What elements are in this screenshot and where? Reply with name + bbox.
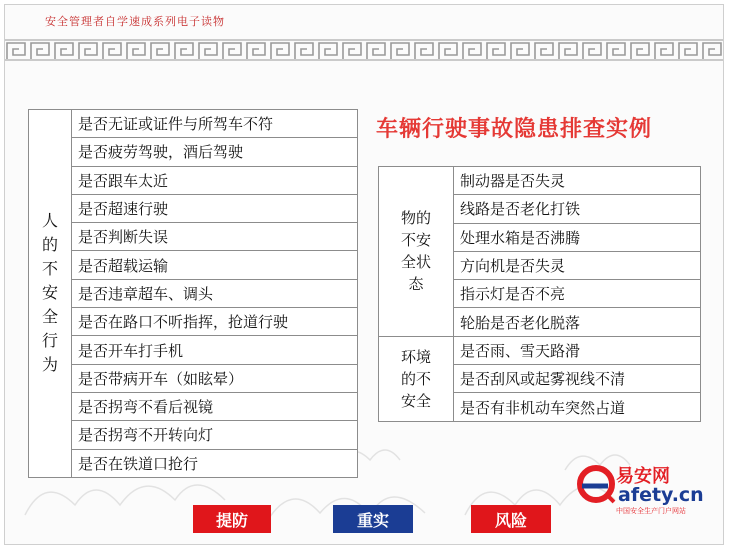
- behavior-item: 是否在铁道口抢行: [72, 449, 358, 477]
- condition-item: 指示灯是否不亮: [454, 280, 701, 308]
- behavior-category-char: 行: [41, 331, 58, 351]
- behavior-item: 是否超速行驶: [72, 194, 358, 222]
- condition-item: 轮胎是否老化脱落: [454, 308, 701, 336]
- site-logo[interactable]: [576, 462, 706, 514]
- condition-item: 是否有非机动车突然占道: [454, 393, 701, 421]
- condition-item: 处理水箱是否沸腾: [454, 223, 701, 251]
- condition-row: [379, 336, 701, 364]
- condition-category-line: 环境: [400, 347, 431, 366]
- condition-category: [379, 167, 454, 337]
- prevent-button[interactable]: 提防: [193, 505, 271, 533]
- behavior-item: 是否在路口不听指挥，抢道行驶: [72, 308, 358, 336]
- behavior-item: 是否开车打手机: [72, 336, 358, 364]
- behavior-row: [29, 166, 358, 194]
- condition-category: [379, 336, 454, 421]
- behavior-category: [29, 110, 72, 478]
- condition-category-line: 态: [408, 275, 424, 294]
- behavior-item: 是否判断失误: [72, 223, 358, 251]
- behavior-category-char: 全: [41, 307, 58, 327]
- behavior-item: 是否跟车太近: [72, 166, 358, 194]
- behavior-item: 是否无证或证件与所驾车不符: [72, 110, 358, 138]
- condition-item: 是否刮风或起雾视线不清: [454, 365, 701, 393]
- behavior-category-char: 为: [41, 355, 58, 375]
- meander-border-decoration: [5, 39, 724, 61]
- behavior-item: 是否拐弯不看后视镜: [72, 392, 358, 420]
- behavior-row: [29, 223, 358, 251]
- behavior-row: [29, 251, 358, 279]
- condition-category-line: 物的: [400, 209, 431, 228]
- condition-category-line: 安全: [400, 391, 431, 410]
- condition-category-line: 的不: [400, 369, 431, 388]
- behavior-row: [29, 308, 358, 336]
- behavior-row: [29, 449, 358, 477]
- condition-row: [379, 167, 701, 195]
- behavior-row: [29, 421, 358, 449]
- condition-category-line: 不安: [400, 231, 431, 250]
- behavior-item: 是否拐弯不开转向灯: [72, 421, 358, 449]
- behavior-category-char: 不: [41, 259, 58, 279]
- risk-button[interactable]: 风险: [471, 505, 551, 533]
- behavior-row: [29, 138, 358, 166]
- behavior-row: [29, 364, 358, 392]
- condition-item: 线路是否老化打铁: [454, 195, 701, 223]
- behavior-row: [29, 194, 358, 222]
- behavior-item: 是否疲劳驾驶，酒后驾驶: [72, 138, 358, 166]
- condition-category-line: 全状: [400, 253, 431, 272]
- behavior-item: 是否超载运输: [72, 251, 358, 279]
- behavior-row: [29, 336, 358, 364]
- behavior-row: [29, 392, 358, 420]
- safety-e-logo-icon: [576, 464, 616, 504]
- behavior-item: 是否违章超车、调头: [72, 279, 358, 307]
- main-title: 车辆行驶事故隐患排查实例: [376, 117, 653, 142]
- condition-item: 方向机是否失灵: [454, 251, 701, 279]
- behavior-row: [29, 110, 358, 138]
- logo-domain: afety.cn: [618, 484, 704, 506]
- condition-item: 制动器是否失灵: [454, 167, 701, 195]
- unsafe-behavior-table: [28, 109, 358, 478]
- behavior-row: [29, 279, 358, 307]
- logo-chinese-name: 易安网: [616, 466, 670, 487]
- behavior-item: 是否带病开车（如眩晕）: [72, 364, 358, 392]
- condition-item: 是否雨、雪天路滑: [454, 336, 701, 364]
- behavior-category-char: 的: [41, 235, 58, 255]
- behavior-category-char: 人: [41, 211, 58, 231]
- series-title: 安全管理者自学速成系列电子读物: [45, 15, 225, 28]
- unsafe-condition-table: [378, 166, 701, 422]
- logo-subtitle: 中国安全生产门户网站: [616, 507, 686, 515]
- behavior-category-char: 安: [41, 283, 58, 303]
- emphasis-button[interactable]: 重实: [333, 505, 413, 533]
